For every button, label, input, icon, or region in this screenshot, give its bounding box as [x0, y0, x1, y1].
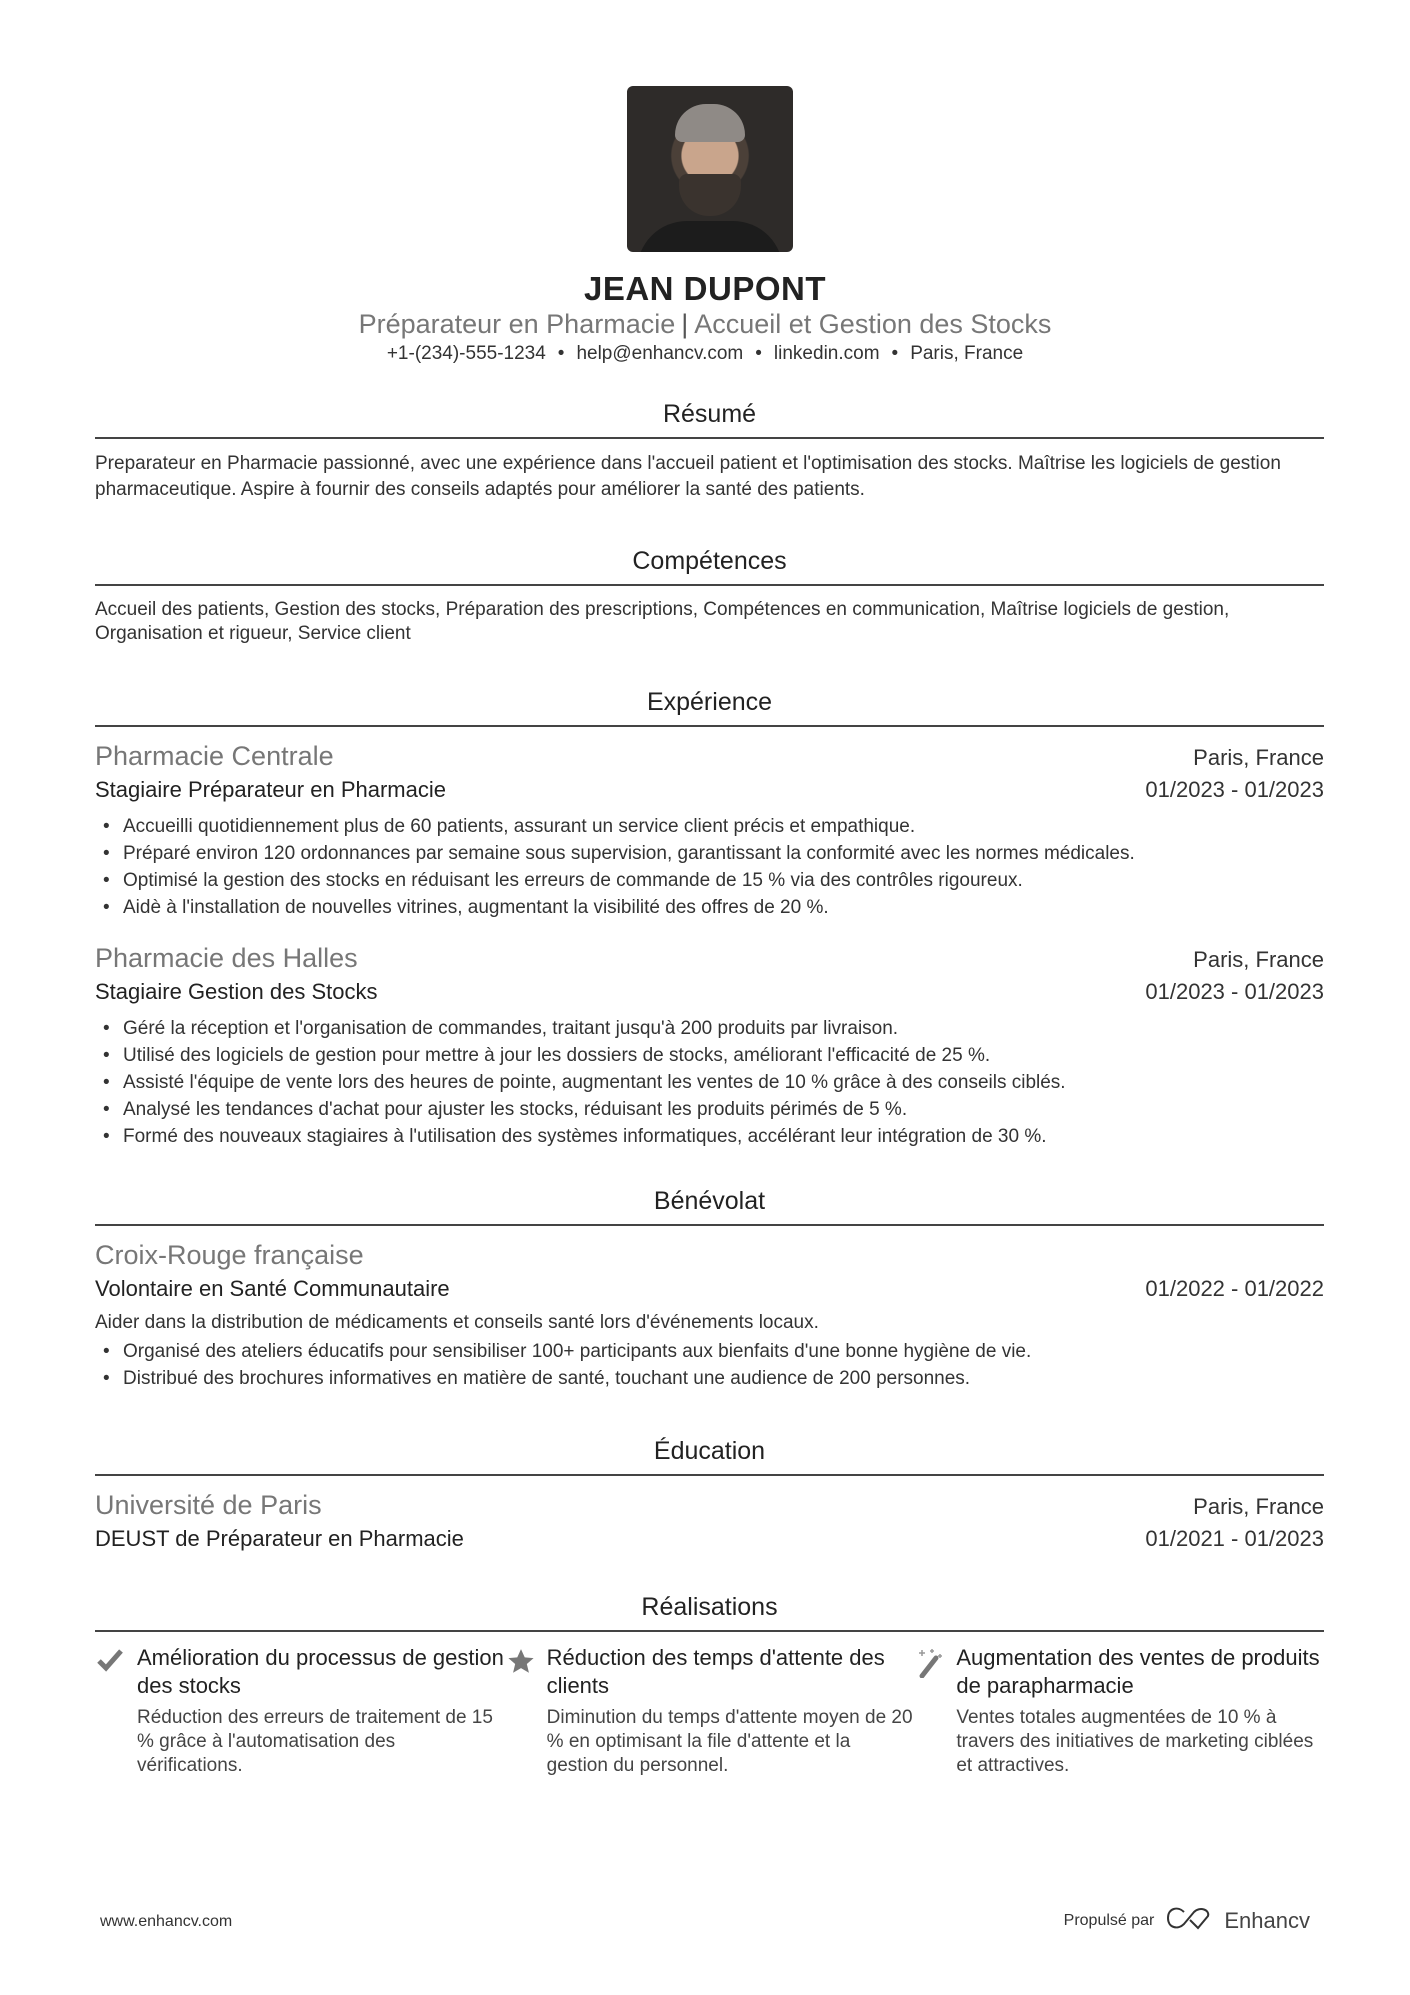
phone: +1-(234)-555-1234	[386, 343, 546, 364]
section-heading: Bénévolat	[95, 1187, 1324, 1226]
footer-website-link[interactable]: www.enhancv.com	[100, 1913, 233, 1930]
enhancv-logo-icon	[1166, 1906, 1212, 1935]
contact-info: +1-(234)-555-1234 • help@enhancv.com • linkedin.com • Paris, France	[386, 343, 1024, 364]
achievement-item	[914, 1644, 1324, 1778]
bullet: • Distribué des brochures informatives en matière de santé, touchant une audience de 200 personnes.	[95, 1365, 1324, 1392]
role: Stagiaire Préparateur en Pharmacie	[95, 777, 446, 802]
title-part: Préparateur en Pharmacie	[358, 309, 676, 339]
bullet: • Assisté l'équipe de vente lors des heures de pointe, augmentant les ventes de 10 % grâce à des conseils ciblés.	[95, 1069, 1324, 1096]
achievements-section	[95, 1593, 1324, 1778]
skills-section	[95, 547, 1324, 646]
bullet: • Utilisé des logiciels de gestion pour mettre à jour les dossiers de stocks, améliorant l'efficacité de 25 %.	[95, 1042, 1324, 1069]
dates: 01/2023 - 01/2023	[1145, 979, 1324, 1004]
powered-by-label: Propulsé par	[1063, 1911, 1155, 1929]
check-icon	[95, 1644, 137, 1778]
degree: DEUST de Préparateur en Pharmacie	[95, 1526, 464, 1551]
summary-text: Preparateur en Pharmacie passionné, avec une expérience dans l'accueil patient et l'optimisation des stocks. Maîtrise les logiciels de gestion pharmaceutique. Aspire à fournir des conseils adaptés pour améliorer la santé des patients.	[95, 453, 1281, 500]
achievement-description: Diminution du temps d'attente moyen de 20 % en optimisant la file d'attente et la gestion du personnel.	[546, 1707, 913, 1776]
profile-photo	[627, 86, 793, 252]
achievement-item	[505, 1644, 915, 1778]
company-name: Pharmacie des Halles	[95, 943, 358, 973]
summary-section	[95, 400, 1324, 503]
dates: 01/2022 - 01/2022	[1145, 1276, 1324, 1301]
school-name: Université de Paris	[95, 1490, 322, 1520]
title-part: Accueil et Gestion des Stocks	[694, 309, 1052, 339]
education-section	[95, 1437, 1324, 1556]
section-heading: Expérience	[95, 688, 1324, 727]
linkedin-link[interactable]: linkedin.com	[773, 343, 880, 364]
description: Aider dans la distribution de médicaments et conseils santé lors d'événements locaux.	[95, 1312, 819, 1333]
achievement-description: Réduction des erreurs de traitement de 15 % grâce à l'automatisation des vérifications.	[137, 1707, 493, 1776]
bullet: • Géré la réception et l'organisation de commandes, traitant jusqu'à 200 produits par livraison.	[95, 1015, 1324, 1042]
star-icon	[505, 1644, 547, 1778]
brand-name: Enhancv	[1224, 1907, 1310, 1933]
magic-wand-icon	[914, 1644, 956, 1778]
section-heading: Compétences	[95, 547, 1324, 586]
role: Volontaire en Santé Communautaire	[95, 1276, 450, 1301]
dates: 01/2021 - 01/2023	[1145, 1526, 1324, 1551]
section-heading: Réalisations	[95, 1593, 1324, 1632]
experience-entry	[95, 739, 1324, 921]
section-heading: Éducation	[95, 1437, 1324, 1476]
achievement-title: Réduction des temps d'attente des clients	[546, 1645, 885, 1698]
job-title	[0, 309, 1410, 340]
location: Paris, France	[1193, 947, 1324, 972]
achievement-item	[95, 1644, 505, 1778]
skills-text: Accueil des patients, Gestion des stocks, Préparation des prescriptions, Compétences en communication, Maîtrise logiciels de gestion, Organisation et rigueur, Service client	[95, 599, 1230, 644]
experience-section	[95, 688, 1324, 1150]
organization-name: Croix-Rouge française	[95, 1240, 364, 1270]
bullet: • Organisé des ateliers éducatifs pour sensibiliser 100+ participants aux bienfaits d'une bonne hygiène de vie.	[95, 1338, 1324, 1365]
location: Paris, France	[1193, 1494, 1324, 1519]
company-name: Pharmacie Centrale	[95, 741, 334, 771]
section-heading: Résumé	[95, 400, 1324, 439]
role: Stagiaire Gestion des Stocks	[95, 979, 378, 1004]
title-separator: |	[681, 309, 689, 339]
email-link[interactable]: help@enhancv.com	[576, 343, 744, 364]
experience-entry	[95, 941, 1324, 1150]
bullet: • Accueilli quotidiennement plus de 60 patients, assurant un service client précis et empathique.	[95, 813, 1324, 840]
achievement-title: Amélioration du processus de gestion des stocks	[137, 1645, 504, 1698]
volunteer-section	[95, 1187, 1324, 1392]
bullet: • Optimisé la gestion des stocks en réduisant les erreurs de commande de 15 % via des contrôles rigoureux.	[95, 867, 1324, 894]
candidate-name: JEAN DUPONT	[583, 270, 827, 307]
bullet: • Aidè à l'installation de nouvelles vitrines, augmentant la visibilité des offres de 20 %.	[95, 894, 1324, 921]
dates: 01/2023 - 01/2023	[1145, 777, 1324, 802]
footer-branding	[1064, 1906, 1310, 1935]
bullet: • Préparé environ 120 ordonnances par semaine sous supervision, garantissant la conformité avec les normes médicales.	[95, 840, 1324, 867]
bullet: • Formé des nouveaux stagiaires à l'utilisation des systèmes informatiques, accélérant leur intégration de 30 %.	[95, 1123, 1324, 1150]
achievement-description: Ventes totales augmentées de 10 % à travers des initiatives de marketing ciblées et attractives.	[956, 1707, 1314, 1776]
bullet: • Analysé les tendances d'achat pour ajuster les stocks, réduisant les produits périmés de 5 %.	[95, 1096, 1324, 1123]
achievement-title: Augmentation des ventes de produits de parapharmacie	[956, 1645, 1320, 1698]
location: Paris, France	[910, 343, 1024, 364]
location: Paris, France	[1193, 745, 1324, 770]
